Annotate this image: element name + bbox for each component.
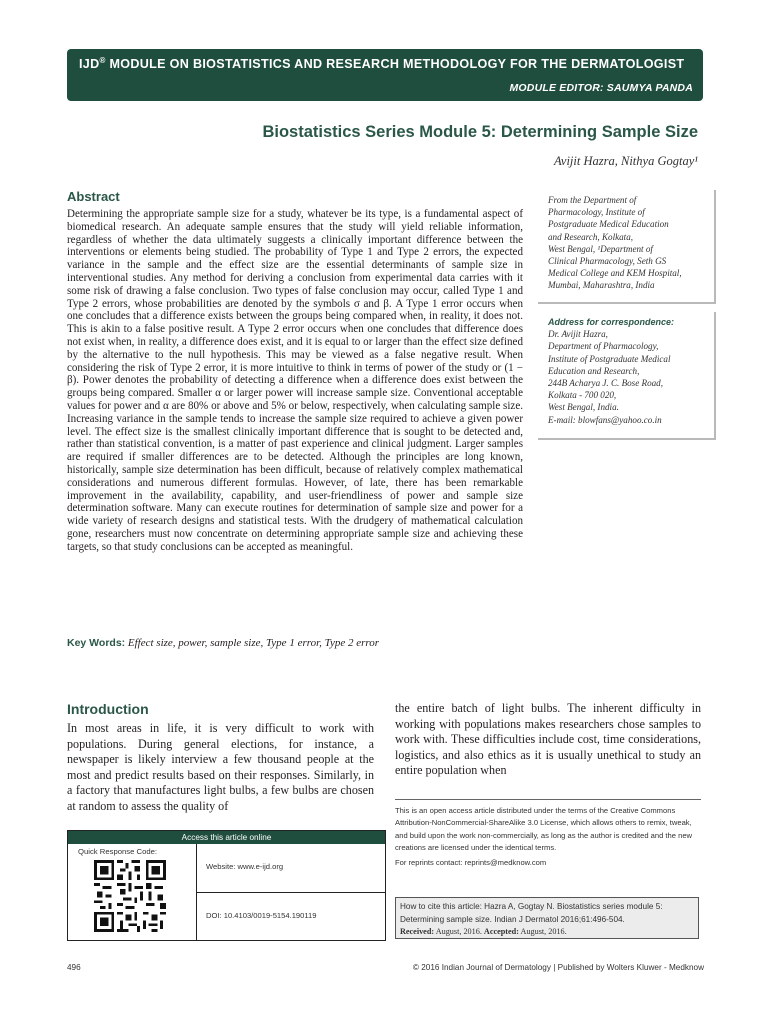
affiliation-line: Postgraduate Medical Education [548, 219, 669, 230]
doi-row [196, 893, 385, 940]
correspondence-line: Institute of Postgraduate Medical [548, 353, 671, 364]
affiliation-line: Pharmacology, Institute of [548, 207, 645, 218]
keywords-label: Key Words: [67, 637, 126, 649]
affiliation-line: and Research, Kolkata, [548, 231, 634, 242]
affiliation-line: Mumbai, Maharashtra, India [548, 280, 655, 291]
module-editor: MODULE EDITOR: SAUMYA PANDA [509, 82, 693, 94]
keywords [67, 637, 379, 649]
correspondence-line: 244B Acharya J. C. Bose Road, [548, 378, 663, 389]
affiliation-box [538, 190, 716, 304]
correspondence-line: West Bengal, India. [548, 402, 619, 413]
correspondence-box [538, 312, 716, 440]
correspondence-line: Kolkata - 700 020, [548, 390, 617, 401]
abstract-heading: Abstract [67, 189, 120, 204]
introduction-left-column: In most areas in life, it is very difficult to work with populations. During general elections, for instance, a newspaper is likely interview a few thousand people at the most and predict results based on their responses. Similarly, in a factory that manufactures light bulbs, a few bulbs are chosen at random to assess the quality of [67, 721, 374, 813]
page-number: 496 [67, 963, 81, 972]
access-online-box [67, 830, 386, 941]
correspondence-label: Address for correspondence: [548, 317, 675, 327]
citation-dates [400, 926, 694, 938]
affiliation-line: West Bengal, ¹Department of [548, 243, 653, 254]
module-banner [67, 49, 703, 101]
introduction-right-column: the entire batch of light bulbs. The inherent difficulty in working with populations makes researchers chose samples to work with. These difficulties include cost, time considerations, logistics, and also ethics as it is usually unethical to study an entire population when [395, 701, 701, 777]
correspondence-line: Education and Research, [548, 365, 640, 376]
qr-code-icon[interactable] [94, 860, 166, 932]
banner-title-rest: MODULE ON BIOSTATISTICS AND RESEARCH METHODOLOGY FOR THE DERMATOLOGIST [105, 57, 685, 72]
authors: Avijit Hazra, Nithya Gogtay¹ [553, 154, 698, 168]
article-title: Biostatistics Series Module 5: Determining Sample Size [262, 123, 698, 141]
introduction-heading: Introduction [67, 701, 149, 717]
citation-box [395, 897, 699, 939]
journal-footer: © 2016 Indian Journal of Dermatology | Published by Wolters Kluwer - Medknow [412, 963, 704, 972]
website-row [196, 844, 385, 893]
banner-title [79, 56, 684, 71]
license-notice: This is an open access article distributed under the terms of the Creative Commons Attribution-NonCommercial-ShareAlike 3.0 License, which allows others to remix, tweak, and build upon the work non-commercially, as long as the author is credited and the new creations are licensed under the identical terms. [395, 806, 693, 852]
keywords-text: Effect size, power, sample size, Type 1 error, Type 2 error [125, 637, 380, 649]
website-link[interactable]: Website: www.e-ijd.org [206, 862, 284, 871]
correspondence-email[interactable]: E-mail: blowfans@yahoo.co.in [548, 414, 662, 425]
accepted-date: August, 2016. [518, 927, 567, 936]
correspondence-line: Department of Pharmacology, [548, 341, 659, 352]
license-divider [395, 799, 701, 800]
received-date: August, 2016. [434, 927, 484, 936]
qr-label: Quick Response Code: [78, 847, 158, 856]
accepted-label: Accepted: [483, 927, 519, 936]
received-label: Received: [400, 927, 435, 936]
banner-title-prefix: IJD [79, 57, 100, 72]
citation-text: How to cite this article: Hazra A, Gogtay N. Biostatistics series module 5: Determining sample size. Indian J Dermatol 2016;61:496-504. [400, 902, 663, 924]
affiliation-line: From the Department of [548, 195, 637, 205]
affiliation-line: Clinical Pharmacology, Seth GS [548, 256, 667, 267]
reprints-contact[interactable]: For reprints contact: reprints@medknow.com [395, 858, 547, 867]
registered-mark: ® [99, 56, 106, 65]
qr-cell [68, 844, 197, 940]
access-header: Access this article online [68, 831, 385, 844]
abstract-body: Determining the appropriate sample size for a study, whatever be its type, is a fundamental aspect of biomedical research. An adequate sample ensures that the study will yield reliable information, regardless of whether the data ultimately suggests a clinically important difference between the interventions or elements being studied. The probability of Type 1 and Type 2 errors, the expected variance in the sample and the effect size are the essential determinants of sample size in interventional studies. Any method for deriving a conclusion from experimental data carries with it some risk of drawing a false conclusion. Two types of false conclusion may occur, called Type 1 and Type 2 errors, whose probabilities are denoted by the symbols σ and β. A Type 1 error occurs when one concludes that a difference exists between the groups being compared when, in reality, it does not. This is akin to a false positive result. A Type 2 error occurs when one concludes that difference does not exist when, in reality, a difference does exist, and it is equal to or larger than the effect size defined by the alternative to the null hypothesis. This may be viewed as a false negative result. When considering the risk of Type 2 error, it is more intuitive to think in terms of power of the study or (1 − β). Power denotes the probability of detecting a difference when a difference does exist between the groups being compared. Smaller α or larger power will increase sample size. Conventional acceptable values for power and α are 80% or above and 5% or below, respectively, when calculating sample size. Increasing variance in the sample tends to increase the sample size required to achieve a given power level. The effect size is the smallest clinically important difference that is sought to be detected and, rather than statistical convention, is a matter of past experience and clinical judgment. Larger samples are required if smaller differences are to be detected. Although the principles are long known, historically, sample size determination has been difficult, because of relatively complex mathematical considerations and numerous different formulas. However, of late, there has been remarkable improvement in the availability, capability, and user-friendliness of power and sample size determination software. Many can execute routines for determination of sample size and power for a wide variety of research designs and statistical tests. With the drudgery of mathematical calculation gone, researchers must now concentrate on determining appropriate sample size and achieving these targets, so that study conclusions can be accepted as meaningful. [67, 208, 523, 553]
affiliation-line: Medical College and KEM Hospital, [548, 268, 682, 279]
correspondence-line: Dr. Avijit Hazra, [548, 329, 608, 340]
doi-link[interactable]: DOI: 10.4103/0019-5154.190119 [206, 911, 317, 920]
